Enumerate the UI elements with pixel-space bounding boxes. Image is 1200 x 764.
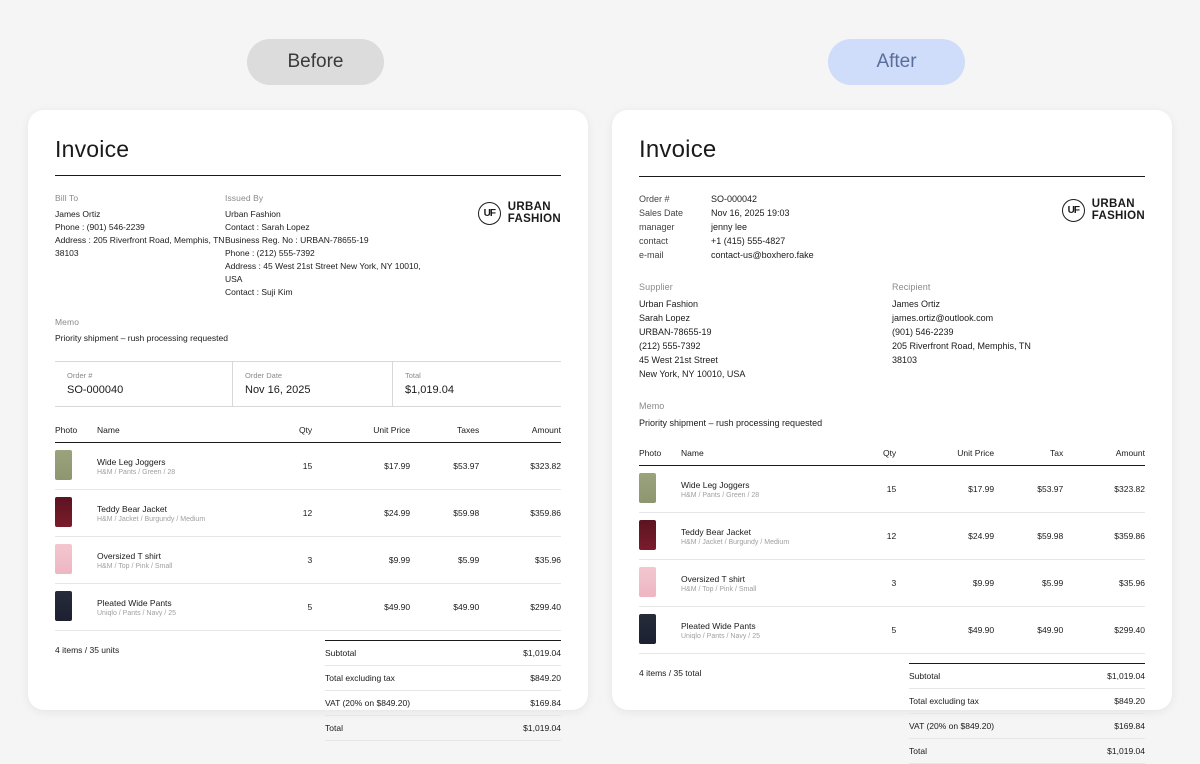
totals-total-label: Total xyxy=(909,746,927,756)
bill-to-name: James Ortiz xyxy=(55,209,101,219)
totals-vat xyxy=(325,691,561,716)
product-name: Oversized T shirt xyxy=(97,550,161,561)
recipient-block xyxy=(892,282,1145,381)
row-qty: 12 xyxy=(861,513,896,560)
row-name xyxy=(681,607,861,654)
issuer-contact: Contact : Sarah Lopez xyxy=(225,222,310,232)
summary-order-date xyxy=(233,362,393,406)
product-name: Oversized T shirt xyxy=(681,573,745,584)
product-meta: H&M / Pants / Green / 28 xyxy=(681,491,760,499)
product-name: Teddy Bear Jacket xyxy=(681,526,751,537)
after-memo xyxy=(639,401,1145,430)
row-amount: $323.82 xyxy=(479,443,561,490)
totals-excl-tax-value: $849.20 xyxy=(530,673,561,683)
totals-excl-tax-label: Total excluding tax xyxy=(909,696,979,706)
row-amount: $323.82 xyxy=(1063,466,1145,513)
recipient-line: 38103 xyxy=(892,355,918,365)
col-taxes: Taxes xyxy=(410,425,479,443)
row-name xyxy=(681,466,861,513)
product-thumbnail xyxy=(55,497,72,527)
product-name: Wide Leg Joggers xyxy=(681,479,750,490)
col-photo: Photo xyxy=(639,448,681,466)
row-tax: $5.99 xyxy=(994,560,1063,607)
product-meta: H&M / Top / Pink / Small xyxy=(681,585,757,593)
totals-subtotal xyxy=(909,663,1145,689)
meta-email-label: e-mail xyxy=(639,250,664,260)
product-meta: Uniqlo / Pants / Navy / 25 xyxy=(681,632,760,640)
product-meta: Uniqlo / Pants / Navy / 25 xyxy=(97,609,176,617)
row-unit: $9.99 xyxy=(312,537,410,584)
row-name xyxy=(97,537,277,584)
issuer-company: Urban Fashion xyxy=(225,209,281,219)
row-unit: $49.90 xyxy=(312,584,410,631)
row-qty: 3 xyxy=(277,537,312,584)
bill-to-address: Address : 205 Riverfront Road, Memphis, TN 38103 xyxy=(55,235,225,258)
meta-manager-label: manager xyxy=(639,222,675,232)
summary-total xyxy=(393,362,561,406)
supplier-line: 45 West 21st Street xyxy=(639,355,718,365)
brand-name xyxy=(508,201,561,225)
meta-manager-value: jenny lee xyxy=(711,222,748,232)
table-header-row xyxy=(639,448,1145,466)
row-qty: 15 xyxy=(277,443,312,490)
supplier-label: Supplier xyxy=(639,282,673,292)
product-thumbnail xyxy=(55,544,72,574)
summary-order-number xyxy=(55,362,233,406)
col-name: Name xyxy=(97,425,277,443)
col-amount: Amount xyxy=(479,425,561,443)
row-unit: $17.99 xyxy=(896,466,994,513)
row-photo xyxy=(639,560,681,607)
table-row xyxy=(55,584,561,631)
product-meta: H&M / Top / Pink / Small xyxy=(97,562,173,570)
totals-list xyxy=(909,663,1145,764)
row-qty: 5 xyxy=(861,607,896,654)
totals-total-value: $1,019.04 xyxy=(523,723,561,733)
col-name: Name xyxy=(681,448,861,466)
order-summary-bar xyxy=(55,361,561,407)
totals-vat-label: VAT (20% on $849.20) xyxy=(909,721,995,731)
totals-total xyxy=(909,739,1145,764)
row-amount: $359.86 xyxy=(479,490,561,537)
before-label: Before xyxy=(247,39,384,85)
col-amount: Amount xyxy=(1063,448,1145,466)
row-tax: $53.97 xyxy=(410,443,479,490)
product-thumbnail xyxy=(639,614,656,644)
product-name: Pleated Wide Pants xyxy=(681,620,756,631)
row-tax: $59.98 xyxy=(410,490,479,537)
supplier-block xyxy=(639,282,892,381)
product-meta: H&M / Pants / Green / 28 xyxy=(97,468,176,476)
recipient-line: james.ortiz@outlook.com xyxy=(892,313,994,323)
totals-vat-value: $169.84 xyxy=(530,698,561,708)
after-totals-section xyxy=(639,663,1145,764)
recipient-label: Recipient xyxy=(892,282,931,292)
issuer-reg-no: Business Reg. No : URBAN-78655-19 xyxy=(225,235,369,245)
table-row xyxy=(639,607,1145,654)
summary-order-date-label: Order Date xyxy=(245,371,283,380)
summary-order-date-value: Nov 16, 2025 xyxy=(245,384,311,396)
row-photo xyxy=(55,537,97,584)
brand-name xyxy=(1092,198,1145,222)
row-unit: $24.99 xyxy=(312,490,410,537)
after-items-table xyxy=(639,448,1145,654)
meta-order-number-label: Order # xyxy=(639,194,670,204)
row-name xyxy=(97,443,277,490)
issuer-phone: Phone : (212) 555-7392 xyxy=(225,248,315,258)
totals-total xyxy=(325,716,561,741)
totals-vat xyxy=(909,714,1145,739)
after-invoice-card xyxy=(612,110,1172,756)
row-tax: $53.97 xyxy=(994,466,1063,513)
row-amount: $299.40 xyxy=(479,584,561,631)
totals-list xyxy=(325,640,561,741)
product-meta: H&M / Jacket / Burgundy / Medium xyxy=(97,515,206,523)
row-amount: $359.86 xyxy=(1063,513,1145,560)
issued-by-label: Issued By xyxy=(225,193,264,203)
table-row xyxy=(55,490,561,537)
summary-total-label: Total xyxy=(405,371,421,380)
product-thumbnail xyxy=(639,473,656,503)
meta-contact-value: +1 (415) 555-4827 xyxy=(711,236,786,246)
recipient-line: (901) 546-2239 xyxy=(892,327,954,337)
memo-label: Memo xyxy=(639,401,665,411)
table-header-row xyxy=(55,425,561,443)
row-photo xyxy=(639,466,681,513)
summary-order-number-value: SO-000040 xyxy=(67,384,124,396)
before-memo xyxy=(55,317,561,345)
table-row xyxy=(55,537,561,584)
totals-vat-value: $169.84 xyxy=(1114,721,1145,731)
row-name xyxy=(681,560,861,607)
col-unit-price: Unit Price xyxy=(896,448,994,466)
totals-excl-tax-label: Total excluding tax xyxy=(325,673,395,683)
before-items-table xyxy=(55,425,561,631)
brand-line-1: URBAN xyxy=(507,201,551,213)
col-qty: Qty xyxy=(277,425,312,443)
row-tax: $49.90 xyxy=(410,584,479,631)
product-name: Pleated Wide Pants xyxy=(97,597,172,608)
product-thumbnail xyxy=(55,591,72,621)
product-name: Wide Leg Joggers xyxy=(97,456,166,467)
memo-value: Priority shipment – rush processing requested xyxy=(639,418,823,428)
meta-sales-date-value: Nov 16, 2025 19:03 xyxy=(711,208,790,218)
issued-by-block xyxy=(225,193,425,299)
table-row xyxy=(55,443,561,490)
product-thumbnail xyxy=(639,520,656,550)
col-unit-price: Unit Price xyxy=(312,425,410,443)
col-qty: Qty xyxy=(861,448,896,466)
totals-total-label: Total xyxy=(325,723,343,733)
bill-to-block xyxy=(55,193,225,299)
memo-value: Priority shipment – rush processing requested xyxy=(55,333,228,343)
logo-mark-icon: UF xyxy=(1062,199,1085,222)
row-tax: $59.98 xyxy=(994,513,1063,560)
row-photo xyxy=(639,513,681,560)
issuer-address: Address : 45 West 21st Street New York, NY 10010, USA xyxy=(225,261,421,284)
items-count: 4 items / 35 units xyxy=(55,645,120,655)
bill-to-phone: Phone : (901) 546-2239 xyxy=(55,222,145,232)
page-title: Invoice xyxy=(55,136,561,176)
brand-line-2: FASHION xyxy=(507,213,561,225)
table-row xyxy=(639,513,1145,560)
row-photo xyxy=(639,607,681,654)
totals-subtotal-value: $1,019.04 xyxy=(523,648,561,658)
table-row xyxy=(639,560,1145,607)
supplier-line: Urban Fashion xyxy=(639,299,699,309)
row-unit: $49.90 xyxy=(896,607,994,654)
page-title: Invoice xyxy=(639,136,1145,177)
totals-vat-label: VAT (20% on $849.20) xyxy=(325,698,411,708)
product-thumbnail xyxy=(55,450,72,480)
row-qty: 3 xyxy=(861,560,896,607)
row-amount: $299.40 xyxy=(1063,607,1145,654)
before-totals-section xyxy=(55,640,561,741)
row-photo xyxy=(55,584,97,631)
row-photo xyxy=(55,443,97,490)
before-invoice-card xyxy=(28,110,588,733)
logo-mark-icon: UF xyxy=(478,202,501,225)
supplier-line: (212) 555-7392 xyxy=(639,341,701,351)
row-name xyxy=(97,490,277,537)
product-meta: H&M / Jacket / Burgundy / Medium xyxy=(681,538,790,546)
col-tax: Tax xyxy=(994,448,1063,466)
supplier-line: Sarah Lopez xyxy=(639,313,691,323)
meta-order-number-value: SO-000042 xyxy=(711,194,758,204)
row-qty: 12 xyxy=(277,490,312,537)
supplier-line: URBAN-78655-19 xyxy=(639,327,712,337)
row-unit: $9.99 xyxy=(896,560,994,607)
after-label: After xyxy=(828,39,965,85)
meta-contact-label: contact xyxy=(639,236,669,246)
row-qty: 15 xyxy=(861,466,896,513)
col-photo: Photo xyxy=(55,425,97,443)
row-amount: $35.96 xyxy=(1063,560,1145,607)
recipient-line: 205 Riverfront Road, Memphis, TN xyxy=(892,341,1031,351)
recipient-line: James Ortiz xyxy=(892,299,941,309)
brand-line-2: FASHION xyxy=(1091,210,1145,222)
before-party-info xyxy=(55,193,561,299)
row-photo xyxy=(55,490,97,537)
supplier-line: New York, NY 10010, USA xyxy=(639,369,746,379)
row-name xyxy=(681,513,861,560)
row-qty: 5 xyxy=(277,584,312,631)
row-unit: $24.99 xyxy=(896,513,994,560)
row-tax: $5.99 xyxy=(410,537,479,584)
totals-excl-tax xyxy=(909,689,1145,714)
totals-subtotal-label: Subtotal xyxy=(909,671,941,681)
memo-label: Memo xyxy=(55,317,80,327)
brand-line-1: URBAN xyxy=(1091,198,1135,210)
issuer-contact-2: Contact : Suji Kim xyxy=(225,287,293,297)
meta-email-value: contact-us@boxhero.fake xyxy=(711,250,814,260)
meta-sales-date-label: Sales Date xyxy=(639,208,684,218)
totals-total-value: $1,019.04 xyxy=(1107,746,1145,756)
totals-subtotal-label: Subtotal xyxy=(325,648,357,658)
brand-logo xyxy=(1062,198,1145,222)
brand-logo xyxy=(478,201,561,225)
product-name: Teddy Bear Jacket xyxy=(97,503,167,514)
row-amount: $35.96 xyxy=(479,537,561,584)
summary-total-value: $1,019.04 xyxy=(405,384,454,396)
totals-excl-tax-value: $849.20 xyxy=(1114,696,1145,706)
totals-subtotal xyxy=(325,640,561,666)
totals-excl-tax xyxy=(325,666,561,691)
totals-subtotal-value: $1,019.04 xyxy=(1107,671,1145,681)
summary-order-number-label: Order # xyxy=(67,371,93,380)
table-row xyxy=(639,466,1145,513)
bill-to-label: Bill To xyxy=(55,193,79,203)
items-count: 4 items / 35 total xyxy=(639,668,702,678)
row-name xyxy=(97,584,277,631)
product-thumbnail xyxy=(639,567,656,597)
row-tax: $49.90 xyxy=(994,607,1063,654)
row-unit: $17.99 xyxy=(312,443,410,490)
after-parties xyxy=(639,282,1145,381)
